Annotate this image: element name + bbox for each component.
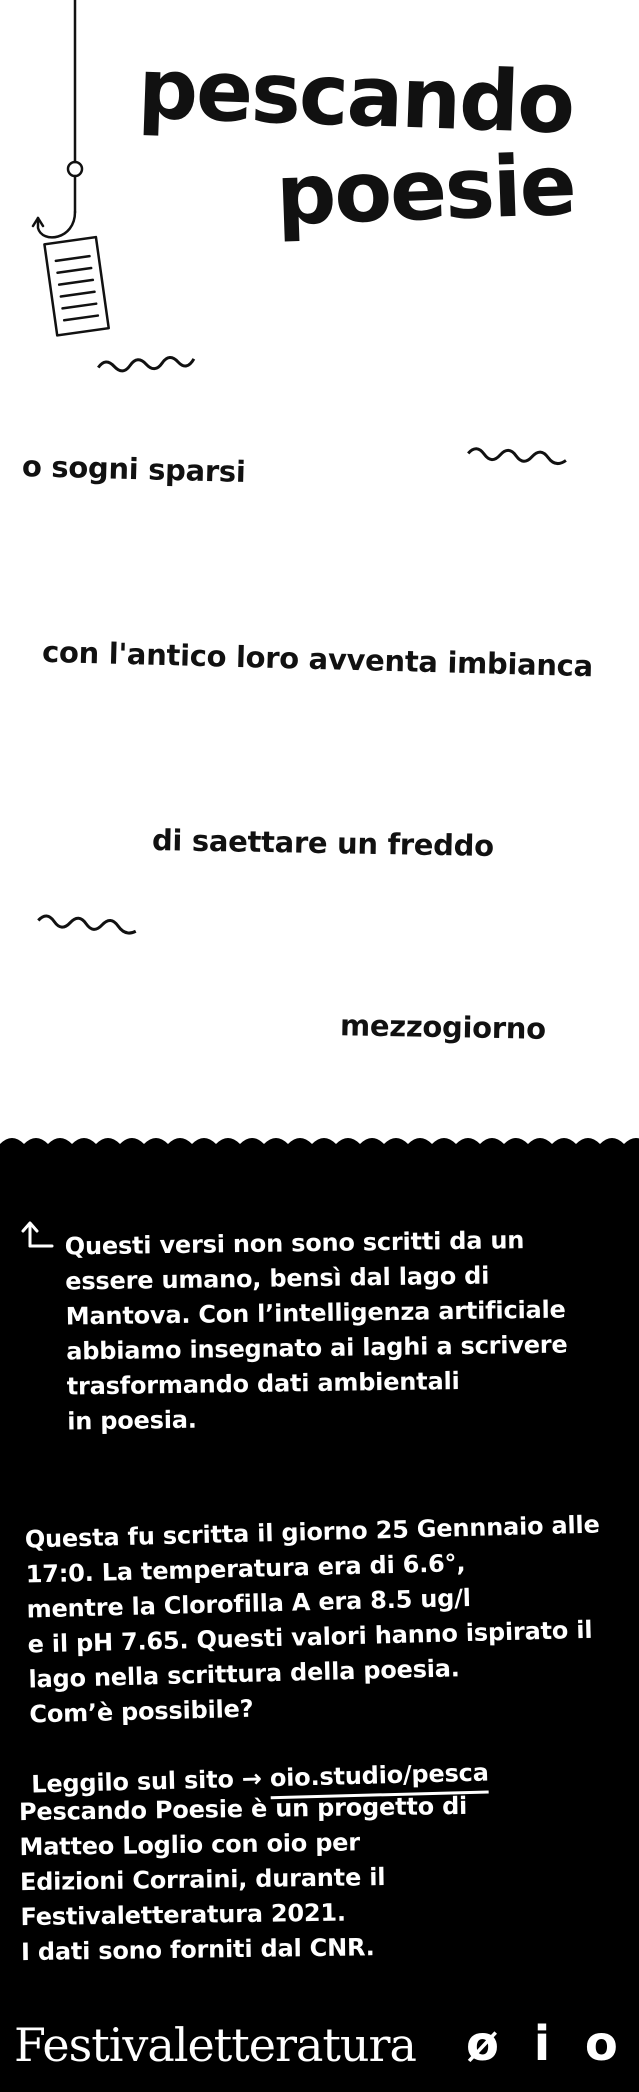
festival-logo: Festivaletteratura — [14, 2018, 416, 2072]
site-link[interactable]: oio.studio/pesca — [270, 1759, 490, 1800]
squiggle-decoration — [466, 446, 572, 470]
poem-line-3: di saettare un freddo — [151, 823, 495, 863]
poem-line-4: mezzogiorno — [339, 1008, 547, 1046]
title-line-2: poesie — [274, 135, 577, 245]
info-details — [24, 1473, 608, 1838]
title-line-1: pescando — [136, 39, 575, 153]
info-details-text: Questa fu scritta il giorno 25 Gennnaio alle 17:0. La temperatura era di 6.6°, mentre la Clorofilla A era 8.5 ug/l e il pH 7.65. Questi valori hanno ispirato il lago nella scrittura della poesia. Com’è possibile? — [24, 1510, 600, 1729]
poem-line-2: con l'antico loro avventa imbianca — [41, 634, 594, 684]
info-credits: Pescando Poesie è un progetto di Matteo Loglio con oio per Edizioni Corraini, durante il Festivaletteratura 2021. I dati sono forniti dal CNR. — [18, 1791, 468, 1967]
return-up-arrow-icon — [20, 1218, 54, 1250]
oio-logo: ø i o — [466, 2016, 618, 2072]
fishing-hook-icon — [28, 0, 120, 340]
read-more-prefix: Leggilo sul sito → — [30, 1764, 271, 1799]
read-more-line — [30, 1717, 607, 1802]
info-intro: Questi versi non sono scritti da un essere umano, bensì dal lago di Mantova. Con l’intelligenza artificiale abbiamo insegnato ai laghi a scrivere trasformando dati ambientali in poesia. — [64, 1226, 568, 1436]
squiggle-decoration — [36, 914, 142, 938]
poem-line-1: o sogni sparsi — [21, 449, 246, 489]
squiggle-decoration — [96, 350, 202, 374]
